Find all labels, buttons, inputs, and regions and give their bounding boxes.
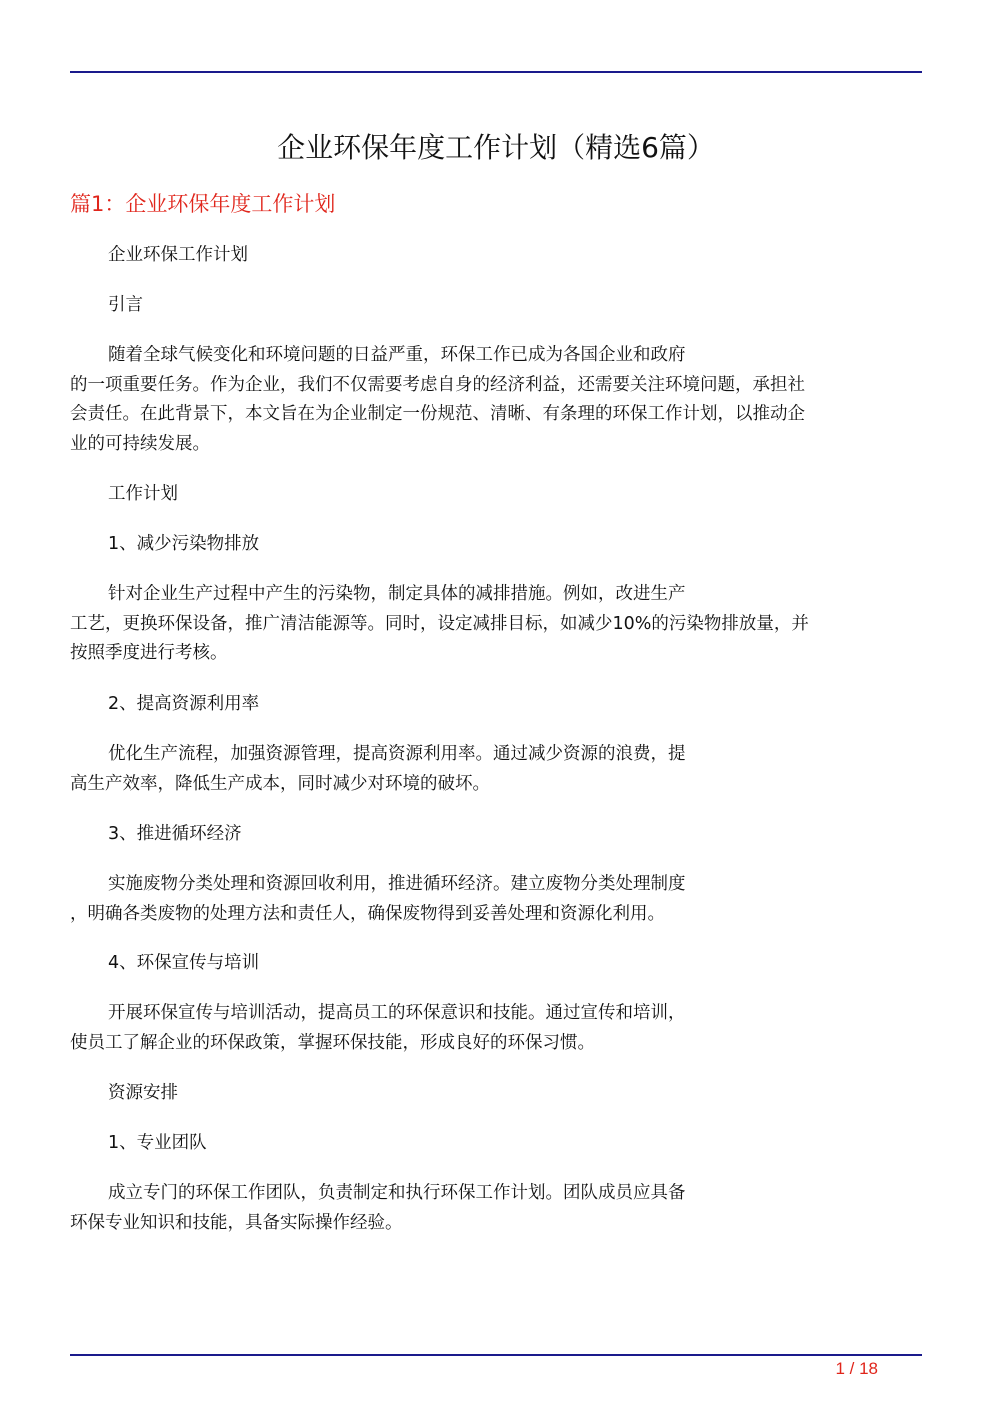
item-paragraph-1 [70,580,922,669]
text-line: 工艺，更换环保设备，推广清洁能源等。同时，设定减排目标，如减少10%的污染物排放量，并 [70,613,809,634]
work-plan-heading [70,480,922,510]
footer-rule [70,1354,922,1356]
resource-heading-1 [70,1129,922,1159]
text-line: 高生产效率，降低生产成本，同时减少对环境的破坏。 [70,773,490,794]
text-line: 4、环保宣传与培训 [108,953,260,973]
text-line: 资源安排 [108,1083,178,1103]
text-line: 1、减少污染物排放 [108,534,260,554]
text-line: 的一项重要任务。作为企业，我们不仅需要考虑自身的经济利益，还需要关注环境问题，承担社 [70,374,805,395]
text-line: 3、推进循环经济 [108,824,242,844]
item-heading-2 [70,690,922,720]
subtitle-paragraph [70,241,922,271]
item-heading-4 [70,949,922,979]
header-rule [70,71,922,73]
resources-heading [70,1079,922,1109]
text-line: 实施废物分类处理和资源回收利用，推进循环经济。建立废物分类处理制度 [108,874,686,894]
text-line: 按照季度进行考核。 [70,643,228,663]
document-title: 企业环保年度工作计划（精选6篇） [277,131,715,164]
text-line: 成立专门的环保工作团队，负责制定和执行环保工作计划。团队成员应具备 [108,1183,686,1203]
text-line: 1、专业团队 [108,1133,207,1153]
text-line: 引言 [108,295,143,315]
text-line: 针对企业生产过程中产生的污染物，制定具体的减排措施。例如，改进生产 [108,584,686,604]
text-line: 业的可持续发展。 [70,433,210,454]
text-line: 环保专业知识和技能，具备实际操作经验。 [70,1212,403,1233]
item-paragraph-3 [70,870,922,929]
text-line: 优化生产流程，加强资源管理，提高资源利用率。通过减少资源的浪费，提 [108,744,686,764]
text-line: ，明确各类废物的处理方法和责任人，确保废物得到妥善处理和资源化利用。 [70,903,665,924]
text-line: 会责任。在此背景下，本文旨在为企业制定一份规范、清晰、有条理的环保工作计划，以推动企 [70,404,805,424]
text-line: 开展环保宣传与培训活动，提高员工的环保意识和技能。通过宣传和培训， [108,1003,686,1023]
text-line: 2、提高资源利用率 [108,694,260,714]
page-number: 1 / 18 [835,1359,878,1378]
intro-heading [70,291,922,321]
text-line: 使员工了解企业的环保政策，掌握环保技能，形成良好的环保习惯。 [70,1032,595,1053]
item-heading-1 [70,530,922,560]
item-paragraph-4 [70,999,922,1058]
item-paragraph-2 [70,740,922,799]
text-line: 企业环保工作计划 [108,245,248,265]
item-heading-3 [70,820,922,850]
text-line: 工作计划 [108,484,178,504]
resource-paragraph-1 [70,1179,922,1238]
text-line: 随着全球气候变化和环境问题的日益严重，环保工作已成为各国企业和政府 [108,345,686,365]
section-heading: 篇1：企业环保年度工作计划 [70,192,336,216]
intro-paragraph [70,341,922,459]
